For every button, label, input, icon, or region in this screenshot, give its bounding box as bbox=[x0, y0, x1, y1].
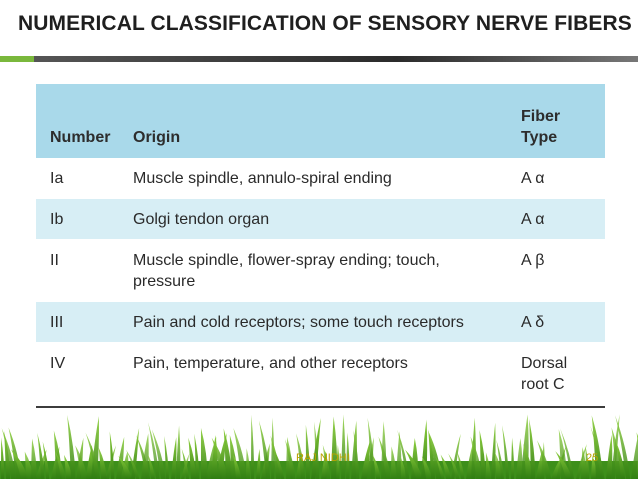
row-origin: Muscle spindle, flower-spray ending; touch, pressure bbox=[133, 240, 521, 302]
table-row bbox=[36, 240, 605, 302]
row-origin: Pain and cold receptors; some touch receptors bbox=[133, 302, 521, 343]
row-fiber-type: Dorsal root C bbox=[521, 343, 605, 405]
row-number: Ib bbox=[36, 199, 133, 240]
title-accent-bar bbox=[0, 56, 34, 62]
row-fiber-type: A α bbox=[521, 158, 605, 199]
footer-author: RAJ NIDHI bbox=[296, 452, 350, 464]
row-origin: Pain, temperature, and other receptors bbox=[133, 343, 521, 405]
table-row bbox=[36, 158, 605, 199]
slide-title: NUMERICAL CLASSIFICATION OF SENSORY NERVE FIBERS bbox=[18, 12, 632, 35]
page-number: 25 bbox=[586, 452, 599, 464]
table-row bbox=[36, 199, 605, 240]
row-origin: Muscle spindle, annulo-spiral ending bbox=[133, 158, 521, 199]
fiber-classification-table bbox=[36, 84, 605, 408]
header-fiber-type: Fiber Type bbox=[521, 84, 605, 158]
row-number: III bbox=[36, 302, 133, 343]
row-fiber-type: A δ bbox=[521, 302, 605, 343]
table-row bbox=[36, 343, 605, 405]
row-fiber-type: A β bbox=[521, 240, 605, 302]
grass-footer-decoration bbox=[0, 409, 638, 479]
row-number: IV bbox=[36, 343, 133, 405]
row-fiber-type: A α bbox=[521, 199, 605, 240]
header-number: Number bbox=[36, 84, 133, 158]
row-number: II bbox=[36, 240, 133, 302]
header-origin: Origin bbox=[133, 84, 521, 158]
title-divider bbox=[34, 56, 638, 62]
row-origin: Golgi tendon organ bbox=[133, 199, 521, 240]
table-header-row bbox=[36, 84, 605, 158]
row-number: Ia bbox=[36, 158, 133, 199]
table-row bbox=[36, 302, 605, 343]
